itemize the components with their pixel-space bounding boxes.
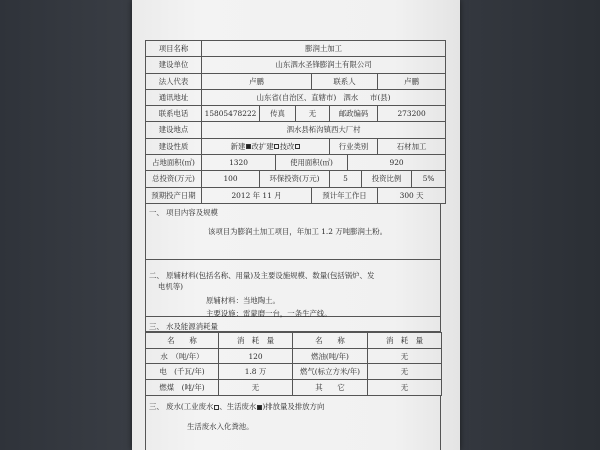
label-workdays: 预计年工作日 (312, 187, 378, 203)
section-project-content (145, 203, 441, 260)
label-address: 通讯地址 (146, 89, 202, 105)
row-date (146, 187, 446, 203)
value-land: 1320 (202, 155, 276, 171)
value-nature (202, 138, 330, 154)
energy-col-amount: 消 耗 量 (219, 333, 293, 349)
label-unit: 建设单位 (146, 57, 202, 73)
energy-header-row (146, 333, 442, 349)
energy-row-coal-other (146, 380, 442, 396)
section-project-content-heading: 一、 项目内容及规模 (149, 208, 218, 217)
value-oil: 无 (368, 348, 442, 364)
value-invest: 100 (202, 171, 260, 187)
label-invest: 总投资(万元) (146, 171, 202, 187)
label-industry: 行业类别 (330, 138, 378, 154)
energy-col-name: 名 称 (146, 333, 219, 349)
value-address (202, 89, 446, 105)
background-left (0, 0, 140, 450)
label-nature: 建设性质 (146, 138, 202, 154)
address-city: 泗水 (343, 92, 359, 102)
section-materials-heading-line1: 二、 原辅材料(包括名称、用量)及主要设施规模、数量(包括锅炉、发 (149, 271, 375, 280)
background-right (460, 0, 600, 450)
value-legal: 卢鹏 (202, 73, 312, 89)
section-project-content-text: 该项目为膨润土加工项目，年加工 1.2 万吨膨润土粉。 (208, 227, 388, 236)
value-used: 920 (348, 155, 446, 171)
wastewater-heading-prefix: 三、 废水(工业废水 (149, 402, 214, 411)
label-ratio: 投资比例 (362, 171, 412, 187)
section-materials-material: 原辅材料：当地陶土。 (206, 296, 280, 305)
section-wastewater (145, 396, 441, 450)
row-legal (146, 73, 446, 89)
value-unit: 山东泗水圣锋膨润土有限公司 (202, 57, 446, 73)
label-used: 使用面积(㎡) (276, 155, 348, 171)
checkbox-empty-icon (295, 144, 300, 149)
label-elec: 电 (千瓦/年) (146, 364, 219, 380)
energy-col-amount-2: 消 耗 量 (368, 333, 442, 349)
checkbox-empty-icon (274, 144, 279, 149)
value-water: 120 (219, 348, 293, 364)
value-site: 泗水县柘沟镇西大厂村 (202, 122, 446, 138)
wastewater-heading-suffix: )排放量及排放方向 (262, 402, 325, 411)
label-water: 水 （吨/年） (146, 348, 219, 364)
row-land (146, 155, 446, 171)
row-invest (146, 171, 446, 187)
label-date: 预期投产日期 (146, 187, 202, 203)
value-env-invest: 5 (330, 171, 362, 187)
row-nature (146, 138, 446, 154)
nature-tech-label: 技改 (279, 141, 295, 151)
value-fax: 无 (296, 106, 330, 122)
label-project-name: 项目名称 (146, 41, 202, 57)
label-env-invest: 环保投资(万元) (260, 171, 330, 187)
label-other: 其 它 (293, 380, 368, 396)
section-materials-heading-line2: 电机等) (158, 282, 184, 291)
value-other: 无 (368, 380, 442, 396)
value-postcode: 273200 (378, 106, 446, 122)
section-water-energy-heading-text: 三、 水及能源消耗量 (149, 322, 218, 331)
section-materials (145, 260, 441, 317)
value-gas: 无 (368, 364, 442, 380)
label-phone: 联系电话 (146, 106, 202, 122)
address-county: 市(县) (369, 92, 391, 102)
row-site (146, 122, 446, 138)
wastewater-heading-middle: 、生活废水 (219, 402, 257, 411)
row-unit (146, 57, 446, 73)
nature-expand-label: 改扩建 (251, 141, 274, 151)
value-workdays: 300 天 (378, 187, 446, 203)
label-fax: 传真 (260, 106, 296, 122)
energy-table (145, 332, 442, 396)
label-postcode: 邮政编码 (330, 106, 378, 122)
nature-new-label: 新建 (230, 141, 246, 151)
value-date: 2012 年 11 月 (202, 187, 312, 203)
value-elec: 1.8 万 (219, 364, 293, 380)
energy-row-water-oil (146, 348, 442, 364)
value-ratio: 5% (412, 171, 446, 187)
value-phone: 15805478222 (202, 106, 260, 122)
value-project-name: 膨润土加工 (202, 41, 446, 57)
row-address (146, 89, 446, 105)
project-info-table (145, 40, 446, 204)
label-legal: 法人代表 (146, 73, 202, 89)
label-land: 占地面积(㎡) (146, 155, 202, 171)
label-coal: 燃煤 (吨/年) (146, 380, 219, 396)
value-contact: 卢鹏 (378, 73, 446, 89)
label-contact: 联系人 (312, 73, 378, 89)
value-coal: 无 (219, 380, 293, 396)
document-page (132, 0, 460, 450)
row-project-name (146, 41, 446, 57)
row-phone (146, 106, 446, 122)
section-materials-equipment: 主要设施：雷蒙磨一台，一条生产线。 (206, 309, 332, 318)
address-province: 山东省(自治区、直辖市) (256, 92, 337, 102)
energy-row-elec-gas (146, 364, 442, 380)
section-water-energy-heading (145, 317, 441, 332)
value-industry: 石材加工 (378, 138, 446, 154)
energy-col-name-2: 名 称 (293, 333, 368, 349)
section-wastewater-text: 生活废水入化粪池。 (187, 422, 254, 431)
label-gas: 燃气(标立方米/年) (293, 364, 368, 380)
section-wastewater-heading (149, 401, 324, 412)
label-site: 建设地点 (146, 122, 202, 138)
label-oil: 燃油(吨/年) (293, 348, 368, 364)
